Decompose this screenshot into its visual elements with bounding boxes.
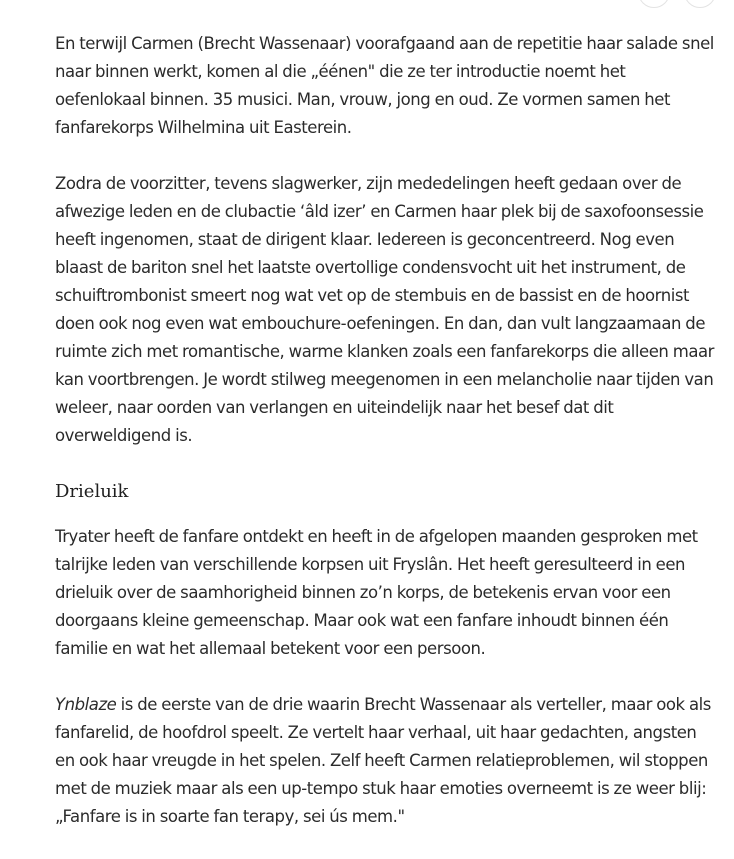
- paragraph-ynblaze-text: is de eerste van de drie waarin Brecht Wassenaar als verteller, maar ook als fanfarelid, de hoofdrol speelt. Ze vertelt haar verhaal, uit haar gedachten, angsten en ook haar vreugde in het spelen. Zelf heeft Carmen relatieproblemen, wil stoppen met de muziek maar als een up-tempo stuk haar emoties overneemt is ze weer blij: „Fanfare is in soarte fan terapy, sei ús mem.": [55, 695, 711, 826]
- section-heading: Drieluik: [55, 481, 129, 502]
- round-button[interactable]: [684, 0, 716, 8]
- top-controls: [638, 0, 716, 8]
- paragraph-drieluik: Tryater heeft de fanfare ontdekt en heeft in de afgelopen maanden gesproken met talrijke leden van verschillende korpsen uit Fryslân. Het heeft geresulteerd in een drieluik over de saamhorigheid binnen zo’n korps, de betekenis ervan voor een doorgaans kleine gemeenschap. Maar ook wat een fanfare inhoudt binnen één familie en wat het allemaal betekent voor een persoon.: [55, 527, 698, 658]
- paragraph-intro: En terwijl Carmen (Brecht Wassenaar) voorafgaand aan de repetitie haar salade snel naar binnen werkt, komen al die „éénen" die ze ter introductie noemt het oefenlokaal binnen. 35 musici. Man, vrouw, jong en oud. Ze vormen samen het fanfarekorps Wilhelmina uit Easterein.: [55, 34, 714, 137]
- paragraph-rehearsal: Zodra de voorzitter, tevens slagwerker, zijn mededelingen heeft gedaan over de afwezige leden en de clubactie ‘âld izer’ en Carmen haar plek bij de saxofoonsessie heeft ingenomen, staat de dirigent klaar. Iedereen is geconcentreerd. Nog even blaast de bariton snel het laatste overtollige condensvocht uit het instrument, de schuiftrombonist smeert nog wat vet op de stembuis en de bassist en de hoornist doen ook nog even wat embouchure-oefeningen. En dan, dan vult langzaamaan de ruimte zich met romantische, warme klanken zoals een fanfarekorps die alleen maar kan voortbrengen. Je wordt stilweg meegenomen in een melancholie naar tijden van weleer, naar oorden van verlangen en uiteindelijk naar het besef dat dit overweldigend is.: [55, 174, 714, 445]
- round-button[interactable]: [638, 0, 670, 8]
- article-body: [55, 30, 715, 859]
- paragraph-ynblaze: [55, 691, 715, 831]
- show-title: Ynblaze: [55, 695, 117, 714]
